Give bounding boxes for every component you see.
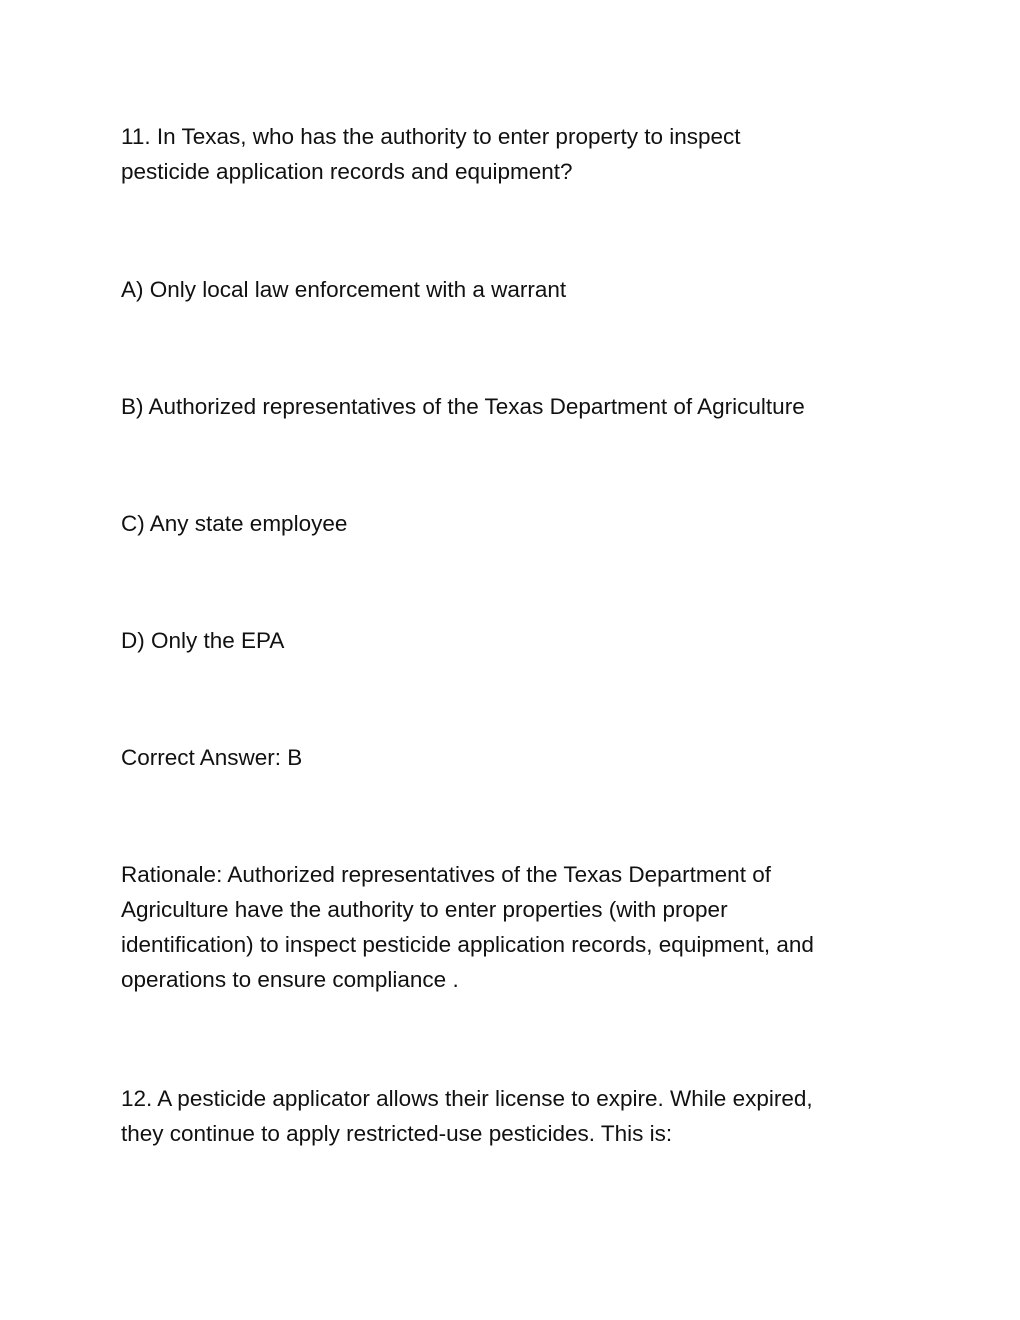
option-c: C) Any state employee — [121, 511, 348, 536]
question-11-line-1: 11. In Texas, who has the authority to enter property to inspect — [121, 124, 741, 149]
option-a: A) Only local law enforcement with a warrant — [121, 277, 567, 302]
question-11 — [121, 119, 901, 189]
question-12-line-1: 12. A pesticide applicator allows their license to expire. While expired, — [121, 1086, 813, 1111]
question-12-line-2: they continue to apply restricted-use pesticides. This is: — [121, 1121, 673, 1146]
rationale-line-3: identification) to inspect pesticide application records, equipment, and — [121, 932, 814, 957]
question-11-line-2: pesticide application records and equipment? — [121, 159, 573, 184]
rationale-line-2: Agriculture have the authority to enter properties (with proper — [121, 897, 728, 922]
question-12 — [121, 1081, 911, 1151]
rationale-line-1: Rationale: Authorized representatives of the Texas Department of — [121, 862, 771, 887]
option-b: B) Authorized representatives of the Texas Department of Agriculture — [121, 394, 805, 419]
option-d: D) Only the EPA — [121, 628, 285, 653]
correct-answer: Correct Answer: B — [121, 745, 303, 770]
rationale — [121, 857, 911, 997]
rationale-line-4: operations to ensure compliance . — [121, 967, 459, 992]
